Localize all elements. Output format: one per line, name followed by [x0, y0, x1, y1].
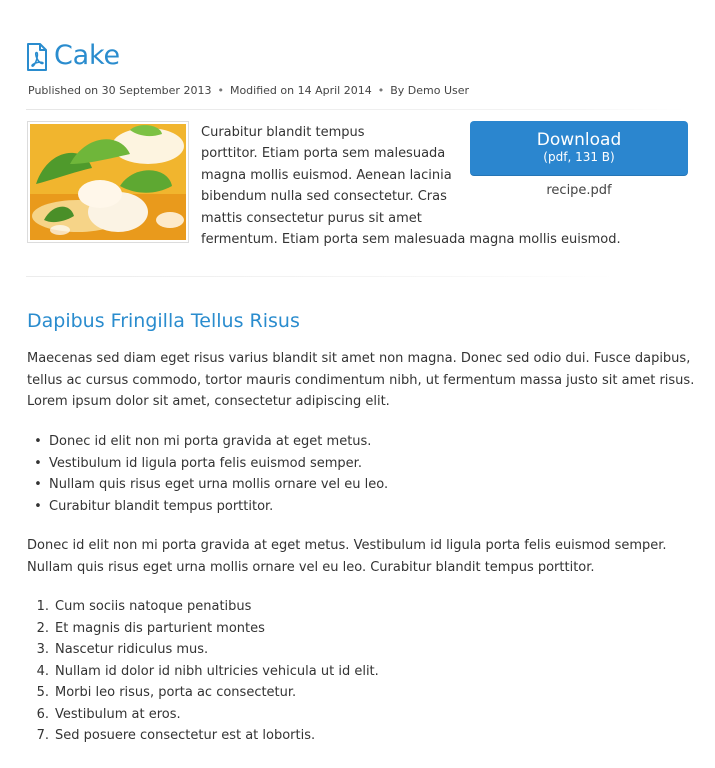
list-item-text: Donec id elit non mi porta gravida at eget metus. [49, 434, 372, 449]
numbered-list [27, 596, 379, 747]
intro-line: porttitor. Etiam porta sem malesuada [201, 146, 446, 162]
list-item [27, 431, 388, 453]
list-item-text: Vestibulum at eros. [55, 706, 181, 722]
list-item [27, 725, 379, 747]
paragraph-line: tellus ac cursus commodo, tortor mauris condimentum nibh, ut fermentum massa justo sit amet risus. [27, 372, 695, 388]
page-title: Cake [54, 40, 120, 71]
bullet-list [27, 431, 388, 517]
pdf-file-icon [26, 43, 48, 71]
bullet-marker: • [34, 455, 42, 471]
list-item [27, 496, 388, 518]
paragraph-1 [27, 348, 697, 413]
list-number: 6. [36, 706, 49, 722]
divider [26, 109, 686, 110]
bullet-marker: • [34, 434, 42, 449]
download-label: Download [536, 130, 622, 150]
intro-line: magna mollis euismod. Aenean lacinia [201, 167, 452, 183]
article-meta [28, 84, 469, 97]
list-item-text: Nullam quis risus eget urna mollis ornare vel eu leo. [49, 477, 389, 492]
download-file-info: (pdf, 131 B) [543, 150, 615, 164]
bullet-marker: • [34, 498, 42, 514]
list-item [27, 618, 379, 640]
list-item-text: Cum sociis natoque penatibus [55, 599, 252, 614]
divider [26, 276, 616, 277]
published-date: Published on 30 September 2013 [28, 84, 212, 97]
modified-date: Modified on 14 April 2014 [229, 84, 372, 97]
list-item [27, 639, 379, 661]
paragraph-line: Nullam quis risus eget urna mollis ornare vel eu leo. Curabitur blandit tempus porttitor. [27, 559, 595, 575]
list-number: 2. [36, 620, 49, 636]
intro-line: bibendum nulla sed consectetur. Cras [201, 189, 447, 205]
meta-separator: • [217, 84, 224, 97]
list-item-text: Curabitur blandit tempus porttitor. [49, 498, 274, 514]
cake-photo [30, 124, 186, 240]
paragraph-line: Donec id elit non mi porta gravida at eget metus. Vestibulum id ligula porta felis euismod semper. [27, 538, 667, 553]
paragraph-line: Maecenas sed diam eget risus varius blandit sit amet non magna. Donec sed odio dui. Fusce dapibus, [27, 351, 691, 366]
list-item [27, 704, 379, 726]
bullet-marker: • [34, 477, 42, 492]
list-item-text: Sed posuere consectetur est at lobortis. [55, 728, 316, 743]
intro-line: mattis consectetur purus sit amet [201, 210, 422, 226]
title-row [26, 40, 120, 71]
list-number: 4. [36, 663, 49, 679]
cake-illustration [30, 124, 186, 240]
cake-photo-thumbnail [27, 121, 189, 243]
list-item-text: Morbi leo risus, porta ac consectetur. [55, 685, 297, 700]
download-button[interactable] [470, 121, 688, 176]
list-item-text: Et magnis dis parturient montes [55, 620, 265, 636]
list-number: 1. [36, 599, 49, 614]
intro-line: fermentum. Etiam porta sem malesuada magna mollis euismod. [201, 232, 621, 248]
paragraph-2 [27, 535, 697, 578]
list-item [27, 682, 379, 704]
list-item-text: Nascetur ridiculus mus. [55, 642, 209, 657]
author: By Demo User [390, 84, 470, 97]
section-heading: Dapibus Fringilla Tellus Risus [27, 310, 300, 332]
list-item-text: Nullam id dolor id nibh ultricies vehicula ut id elit. [55, 663, 379, 679]
meta-separator: • [377, 84, 385, 97]
list-number: 7. [36, 728, 49, 743]
list-number: 5. [36, 685, 49, 700]
list-item [27, 474, 388, 496]
download-file-name: recipe.pdf [546, 183, 612, 198]
list-item [27, 661, 379, 683]
paragraph-line: Lorem ipsum dolor sit amet, consectetur adipiscing elit. [27, 394, 390, 409]
list-item [27, 596, 379, 618]
list-item-text: Vestibulum id ligula porta felis euismod semper. [49, 455, 362, 471]
intro-line: Curabitur blandit tempus [201, 125, 365, 140]
list-number: 3. [36, 642, 49, 657]
list-item [27, 453, 388, 475]
